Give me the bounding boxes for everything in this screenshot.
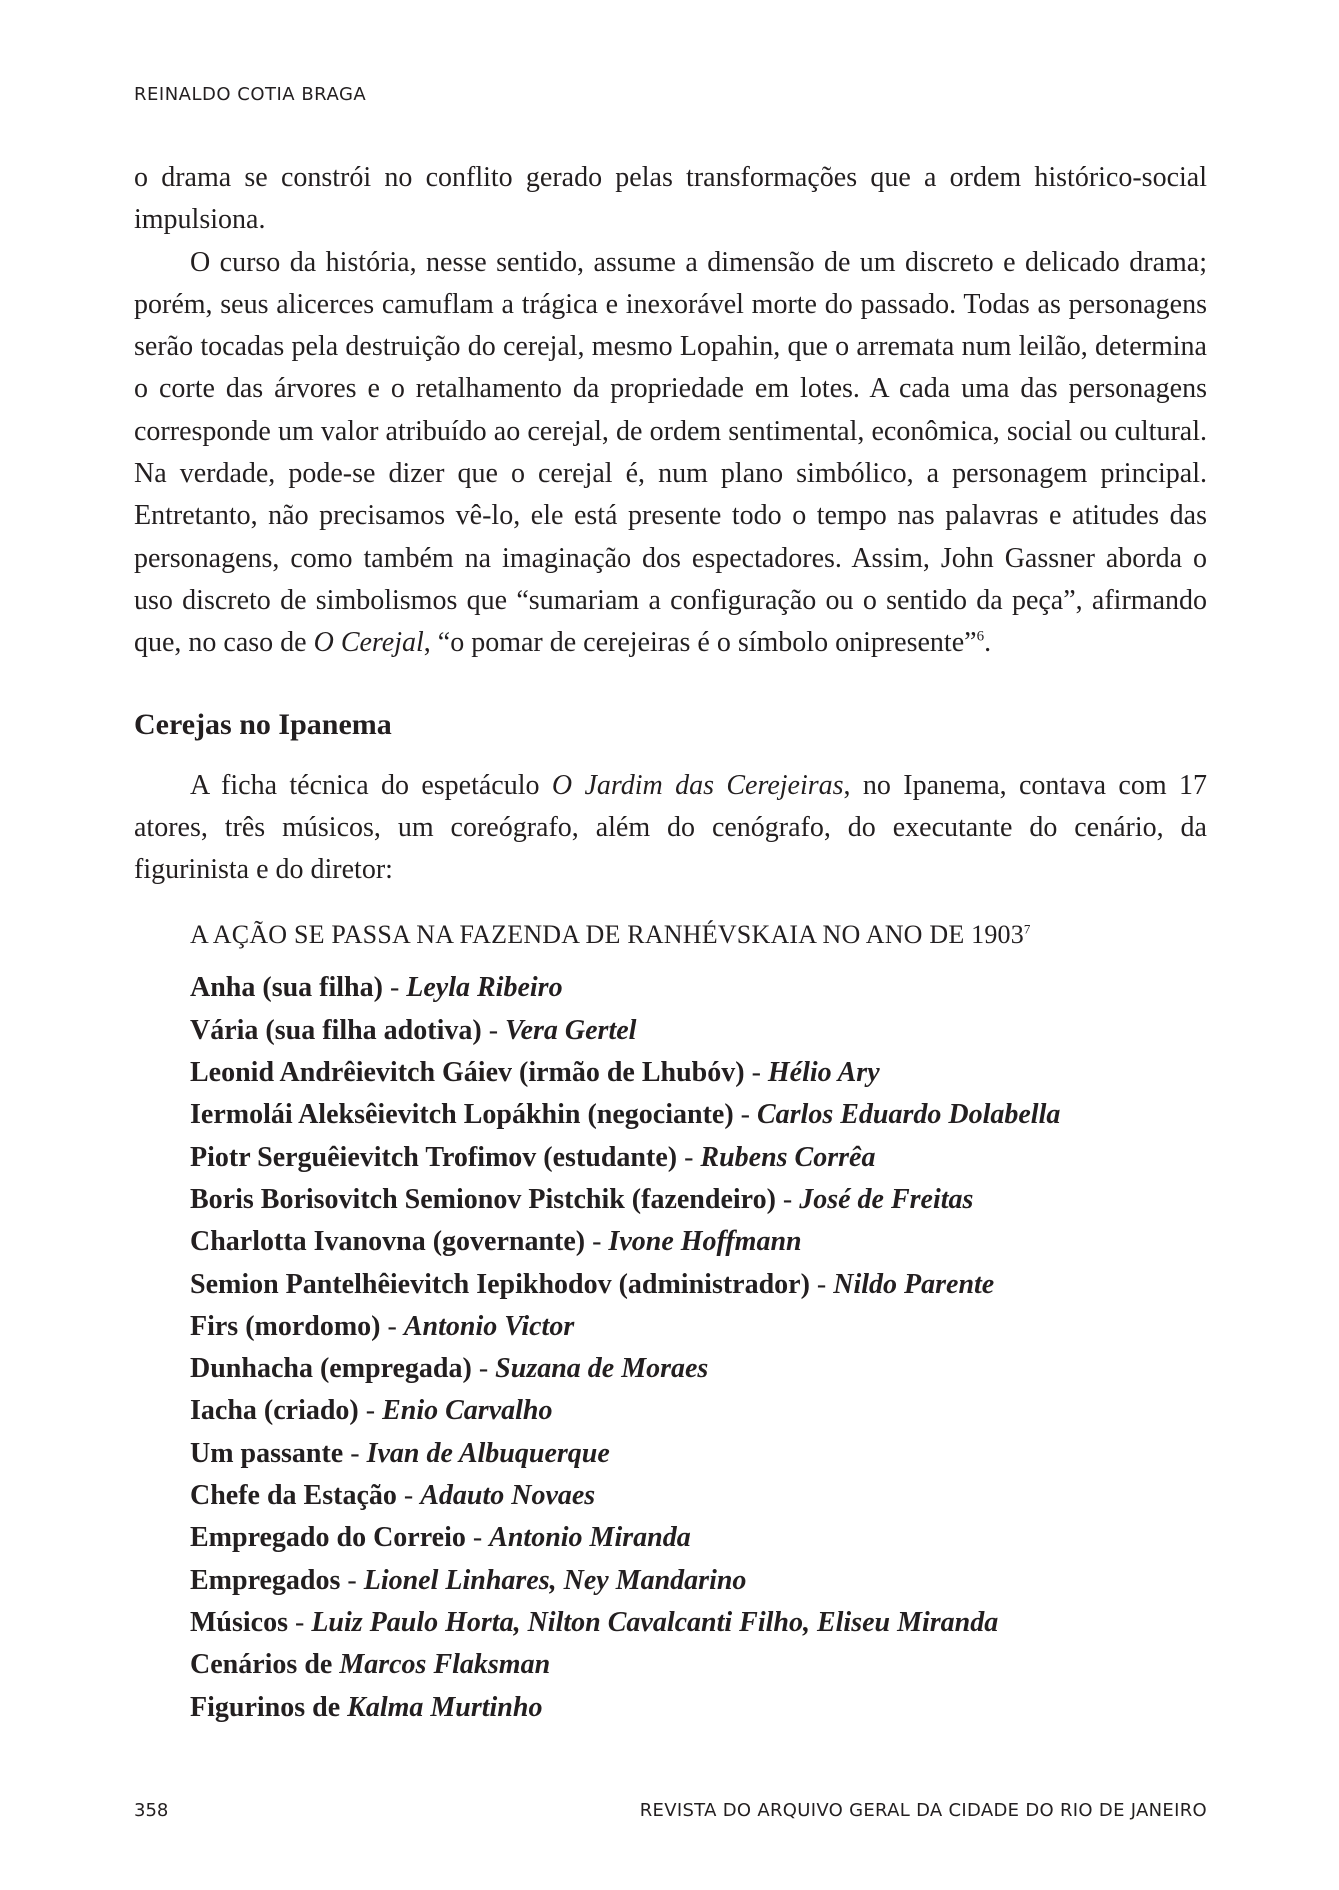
cast-actor: Leyla Ribeiro	[406, 972, 563, 1004]
cast-role: Charlotta Ivanovna (governante)	[190, 1226, 586, 1258]
cast-role: Iermolái Aleksêievitch Lopákhin (negociante)	[190, 1099, 734, 1131]
play-title-jardim: O Jardim das Cerejeiras	[551, 769, 844, 801]
cast-separator: -	[380, 1310, 404, 1342]
cast-role: Leonid Andrêievitch Gáiev (irmão de Lhubóv)	[190, 1057, 745, 1089]
cast-role: Firs (mordomo)	[190, 1310, 381, 1342]
cast-separator: -	[396, 1480, 421, 1512]
paragraph-2-end: .	[984, 627, 992, 659]
cast-separator: -	[744, 1057, 768, 1089]
cast-separator: -	[288, 1606, 312, 1638]
page-number: 358	[134, 1800, 169, 1821]
cast-role: Um passante	[190, 1437, 344, 1469]
cast-actor: Lionel Linhares, Ney Mandarino	[363, 1564, 747, 1596]
cast-separator: -	[343, 1437, 367, 1469]
cast-entry	[190, 1348, 1207, 1390]
cast-separator: -	[465, 1522, 490, 1554]
cast-entry	[190, 967, 1207, 1009]
paragraph-2-quote: , “o pomar de cerejeiras é o símbolo onipresente”	[423, 627, 977, 659]
cast-separator: -	[585, 1226, 609, 1258]
credit-name: Kalma Murtinho	[347, 1691, 543, 1723]
paragraph-3	[134, 765, 1207, 892]
cast-actor: Nildo Parente	[833, 1268, 995, 1300]
cast-separator: -	[382, 972, 407, 1004]
section-heading: Cerejas no Ipanema	[134, 707, 392, 741]
cast-separator: -	[481, 1014, 506, 1046]
cast-actor: Adauto Novaes	[420, 1480, 596, 1512]
cast-role: Músicos	[190, 1606, 288, 1638]
cast-entry	[190, 1221, 1207, 1263]
cast-header	[190, 915, 1207, 955]
running-header: REINALDO COTIA BRAGA	[134, 84, 367, 105]
cast-entry	[190, 1475, 1207, 1517]
cast-separator: -	[733, 1099, 757, 1131]
credit-label: Cenários de	[190, 1649, 340, 1681]
cast-header-text: A AÇÃO SE PASSA NA FAZENDA DE RANHÉVSKAIA NO ANO DE 1903	[190, 920, 1024, 950]
cast-entry	[190, 1010, 1207, 1052]
cast-entry	[190, 1052, 1207, 1094]
cast-actor: Ivan de Albuquerque	[366, 1437, 610, 1469]
cast-actor: Enio Carvalho	[382, 1395, 553, 1427]
cast-role: Anha (sua filha)	[190, 972, 383, 1004]
cast-entry	[190, 1264, 1207, 1306]
cast-role: Vária (sua filha adotiva)	[190, 1014, 482, 1046]
cast-role: Empregados	[190, 1564, 341, 1596]
cast-role: Chefe da Estação	[190, 1480, 397, 1512]
paragraph-1: o drama se constrói no conflito gerado pelas transformações que a ordem histórico-social impulsiona.	[134, 162, 1207, 236]
cast-entry	[190, 1390, 1207, 1432]
cast-actor: Antonio Victor	[403, 1310, 575, 1342]
running-footer: REVISTA DO ARQUIVO GERAL DA CIDADE DO RIO DE JANEIRO	[639, 1800, 1207, 1821]
paragraph-3-text: A ficha técnica do espetáculo	[190, 769, 552, 801]
cast-role: Boris Borisovitch Semionov Pistchik (fazendeiro)	[190, 1183, 776, 1215]
cast-entry	[190, 1179, 1207, 1221]
cast-role: Semion Pantelhêievitch Iepikhodov (administrador)	[190, 1268, 810, 1300]
cast-list	[190, 967, 1207, 1728]
cast-actor: José de Freitas	[799, 1183, 974, 1215]
cast-actor: Antonio Miranda	[489, 1522, 691, 1554]
footnote-marker-6: 6	[976, 628, 985, 645]
credit-entry	[190, 1644, 1207, 1686]
footnote-marker-7: 7	[1023, 921, 1031, 937]
paragraph-3-rest: , no Ipanema, contava com 17 atores, três músicos, um coreógrafo, além do cenógrafo, do executante do cenário, da figurinista e do diretor:	[134, 769, 1207, 886]
cast-entry	[190, 1094, 1207, 1136]
cast-separator: -	[358, 1395, 383, 1427]
cast-actor: Luiz Paulo Horta, Nilton Cavalcanti Filho, Eliseu Miranda	[311, 1606, 999, 1638]
cast-entry	[190, 1137, 1207, 1179]
cast-entry	[190, 1306, 1207, 1348]
cast-entry	[190, 1602, 1207, 1644]
credit-entry	[190, 1687, 1207, 1729]
cast-entry	[190, 1433, 1207, 1475]
cast-separator: -	[677, 1141, 701, 1173]
cast-actor: Carlos Eduardo Dolabella	[756, 1099, 1061, 1131]
page-body	[134, 157, 1207, 1729]
paragraph-2-text: O curso da história, nesse sentido, assume a dimensão de um discreto e delicado drama; porém, seus alicerces camuflam a trágica e inexorável morte do passado. Todas as personagens serão tocadas pela destruição do cerejal, mesmo Lopahin, que o arremata num leilão, determina o corte das árvores e o retalhamento da propriedade em lotes. A cada uma das personagens corresponde um valor atribuído ao cerejal, de ordem sentimental, econômica, social ou cultural. Na verdade, pode-se dizer que o cerejal é, num plano simbólico, a personagem principal. Entretanto, não precisamos vê-lo, ele está presente todo o tempo nas palavras e atitudes das personagens, como também na imaginação dos espectadores. Assim, John Gassner aborda o uso discreto de simbolismos que “sumariam a configuração ou o sentido da peça”, afirmando que, no caso de	[134, 246, 1207, 659]
cast-role: Empregado do Correio	[190, 1522, 466, 1554]
credit-name: Marcos Flaksman	[339, 1649, 551, 1681]
cast-separator: -	[471, 1353, 496, 1385]
cast-role: Dunhacha (empregada)	[190, 1353, 472, 1385]
cast-actor: Suzana de Moraes	[495, 1353, 709, 1385]
cast-entry	[190, 1560, 1207, 1602]
cast-entry	[190, 1517, 1207, 1559]
cast-separator: -	[809, 1268, 834, 1300]
cast-actor: Ivone Hoffmann	[608, 1226, 802, 1258]
cast-role: Piotr Serguêievitch Trofimov (estudante)	[190, 1141, 678, 1173]
cast-separator: -	[775, 1183, 800, 1215]
cast-actor: Hélio Ary	[767, 1057, 880, 1089]
paragraph-2	[134, 242, 1207, 665]
cast-actor: Rubens Corrêa	[700, 1141, 876, 1173]
cast-actor: Vera Gertel	[505, 1014, 637, 1046]
cast-role: Iacha (criado)	[190, 1395, 359, 1427]
credit-label: Figurinos de	[190, 1691, 348, 1723]
cast-separator: -	[340, 1564, 364, 1596]
play-title-cerejal: O Cerejal	[313, 627, 424, 659]
